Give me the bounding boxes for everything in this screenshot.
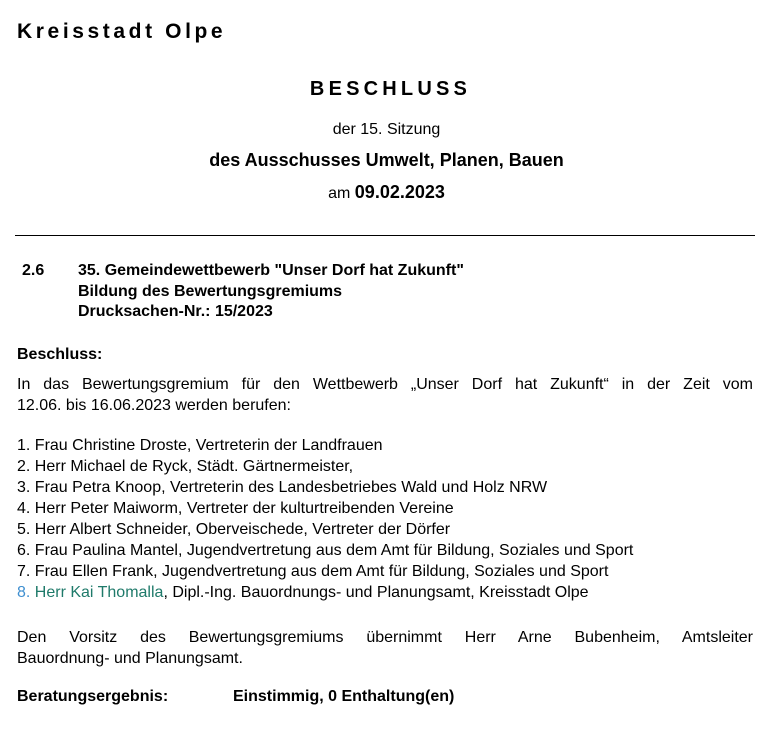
chair-line-1: Den Vorsitz des Bewertungsgremiums übernimmt Herr Arne Bubenheim, Amtsleiter (17, 629, 753, 646)
agenda-title-line-1: 35. Gemeindewettbewerb "Unser Dorf hat Zukunft" (78, 262, 464, 279)
header-divider (15, 235, 755, 236)
member-text: , Dipl.-Ing. Bauordnungs- und Planungsamt, Kreisstadt Olpe (163, 584, 589, 601)
list-item (17, 456, 753, 477)
member-number: 7. (17, 563, 35, 580)
member-number: 8. (17, 584, 35, 601)
agenda-item-title (78, 261, 464, 323)
member-text: Frau Paulina Mantel, Jugendvertretung aus dem Amt für Bildung, Soziales und Sport (34, 542, 634, 559)
session-line: der 15. Sitzung (332, 121, 441, 138)
voting-result (17, 688, 455, 706)
list-item (17, 477, 753, 498)
organization-name: Kreisstadt Olpe (17, 20, 227, 43)
list-item (17, 540, 753, 561)
member-number: 3. (17, 479, 35, 496)
agenda-item-number: 2.6 (22, 262, 45, 279)
document-title: BESCHLUSS (309, 78, 472, 100)
member-number: 6. (17, 542, 35, 559)
member-text: Frau Ellen Frank, Jugendvertretung aus dem Amt für Bildung, Soziales und Sport (34, 563, 609, 580)
member-number: 5. (17, 521, 35, 538)
member-text: Herr Albert Schneider, Oberveischede, Vertreter der Dörfer (34, 521, 451, 538)
committee-name: des Ausschusses Umwelt, Planen, Bauen (209, 150, 564, 170)
intro-line-1: In das Bewertungsgremium für den Wettbewerb „Unser Dorf hat Zukunft“ in der Zeit vom (17, 376, 753, 393)
result-value: Einstimmig, 0 Enthaltung(en) (233, 688, 455, 705)
member-name: Herr Kai Thomalla (34, 584, 164, 601)
member-text: Herr Peter Maiworm, Vertreter der kulturtreibenden Vereine (34, 500, 454, 517)
list-item (17, 435, 753, 456)
list-item (17, 498, 753, 519)
resolution-intro (17, 374, 753, 416)
meeting-date-line (0, 182, 773, 203)
member-text: Frau Christine Droste, Vertreterin der Landfrauen (34, 437, 383, 454)
member-text: Frau Petra Knoop, Vertreterin des Landesbetriebes Wald und Holz NRW (34, 479, 548, 496)
member-number: 2. (17, 458, 35, 475)
member-number: 4. (17, 500, 35, 517)
agenda-title-line-2: Bildung des Bewertungsgremiums (78, 282, 343, 300)
list-item (17, 561, 753, 582)
result-label: Beratungsergebnis: (17, 688, 169, 705)
member-number: 1. (17, 437, 35, 454)
agenda-title-line-3: Drucksachen-Nr.: 15/2023 (78, 303, 273, 320)
list-item-highlighted (17, 582, 753, 603)
member-list (17, 435, 753, 603)
list-item (17, 519, 753, 540)
member-text: Herr Michael de Ryck, Städt. Gärtnermeister, (34, 458, 354, 475)
meeting-date: 09.02.2023 (354, 182, 445, 202)
date-prefix: am (328, 185, 351, 202)
chair-line-2: Bauordnung- und Planungsamt. (17, 650, 243, 667)
resolution-heading: Beschluss: (17, 346, 103, 363)
intro-line-2: 12.06. bis 16.06.2023 werden berufen: (17, 397, 291, 414)
chair-paragraph (17, 627, 753, 669)
